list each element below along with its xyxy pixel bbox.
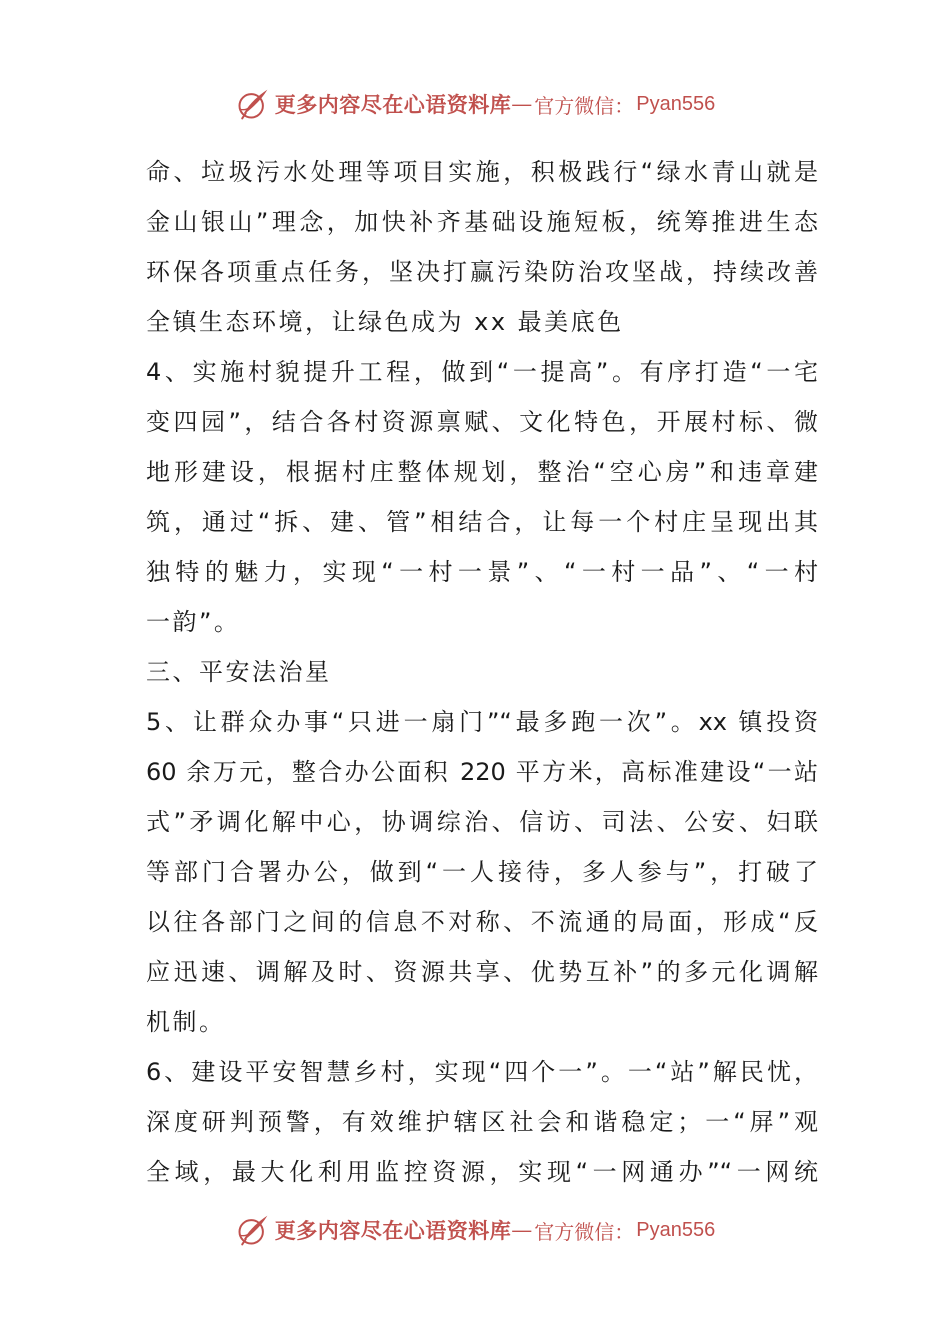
watermark-wechat-label: 官方微信： — [534, 1219, 635, 1244]
body-text-line: 4、实施村貌提升工程，做到“一提高”。有序打造“一宅 — [146, 358, 818, 386]
body-text-line: 金山银山”理念，加快补齐基础设施短板，统筹推进生态 — [146, 208, 818, 236]
body-text-line: 筑，通过“拆、建、管”相结合，让每一个村庄呈现出其 — [146, 508, 818, 536]
watermark-site-text: 更多内容尽在心语资料库 — [274, 1218, 512, 1243]
document-body — [146, 150, 818, 1200]
body-text-line: 一韵”。 — [146, 608, 241, 636]
body-text-line: 应迅速、调解及时、资源共享、优势互补”的多元化调解 — [146, 958, 818, 986]
body-text-line: 三、平安法治星 — [146, 658, 332, 686]
body-text-line: 环保各项重点任务，坚决打赢污染防治攻坚战，持续改善 — [146, 258, 818, 286]
body-text-line: 机制。 — [146, 1008, 226, 1036]
body-text-line: 全域，最大化利用监控资源，实现“一网通办”“一网统 — [146, 1158, 818, 1186]
quill-pen-logo-icon — [235, 1212, 271, 1248]
body-text-line: 全镇生态环境，让绿色成为 xx 最美底色 — [146, 308, 624, 336]
body-text-line: 式”矛调化解中心，协调综治、信访、司法、公安、妇联 — [146, 808, 818, 836]
body-text-line: 60 余万元，整合办公面积 220 平方米，高标准建设“一站 — [146, 758, 818, 786]
watermark-wechat-id: Pyan556 — [636, 92, 716, 115]
watermark-wechat-label: 官方微信： — [534, 93, 635, 118]
watermark-separator: — — [511, 1218, 533, 1242]
body-text-line: 独特的魅力，实现“一村一景”、“一村一品”、“一村 — [146, 558, 818, 586]
header-watermark — [0, 84, 950, 124]
body-text-line: 等部门合署办公，做到“一人接待，多人参与”，打破了 — [146, 858, 818, 886]
watermark-site-text: 更多内容尽在心语资料库 — [274, 92, 512, 117]
body-text-line: 以往各部门之间的信息不对称、不流通的局面，形成“反 — [146, 908, 818, 936]
body-text-line: 深度研判预警，有效维护辖区社会和谐稳定；一“屏”观 — [146, 1108, 818, 1136]
body-text-line: 变四园”，结合各村资源禀赋、文化特色，开展村标、微 — [146, 408, 818, 436]
footer-watermark — [0, 1210, 950, 1250]
body-text-line: 5、让群众办事“只进一扇门”“最多跑一次”。xx 镇投资 — [146, 708, 818, 736]
watermark-wechat-id: Pyan556 — [636, 1218, 716, 1241]
body-text-line: 6、建设平安智慧乡村，实现“四个一”。一“站”解民忧， — [146, 1058, 818, 1086]
body-text-line: 地形建设，根据村庄整体规划，整治“空心房”和违章建 — [146, 458, 818, 486]
body-text-line: 命、垃圾污水处理等项目实施，积极践行“绿水青山就是 — [146, 158, 818, 186]
watermark-separator: — — [511, 92, 533, 116]
quill-pen-logo-icon — [235, 86, 271, 122]
